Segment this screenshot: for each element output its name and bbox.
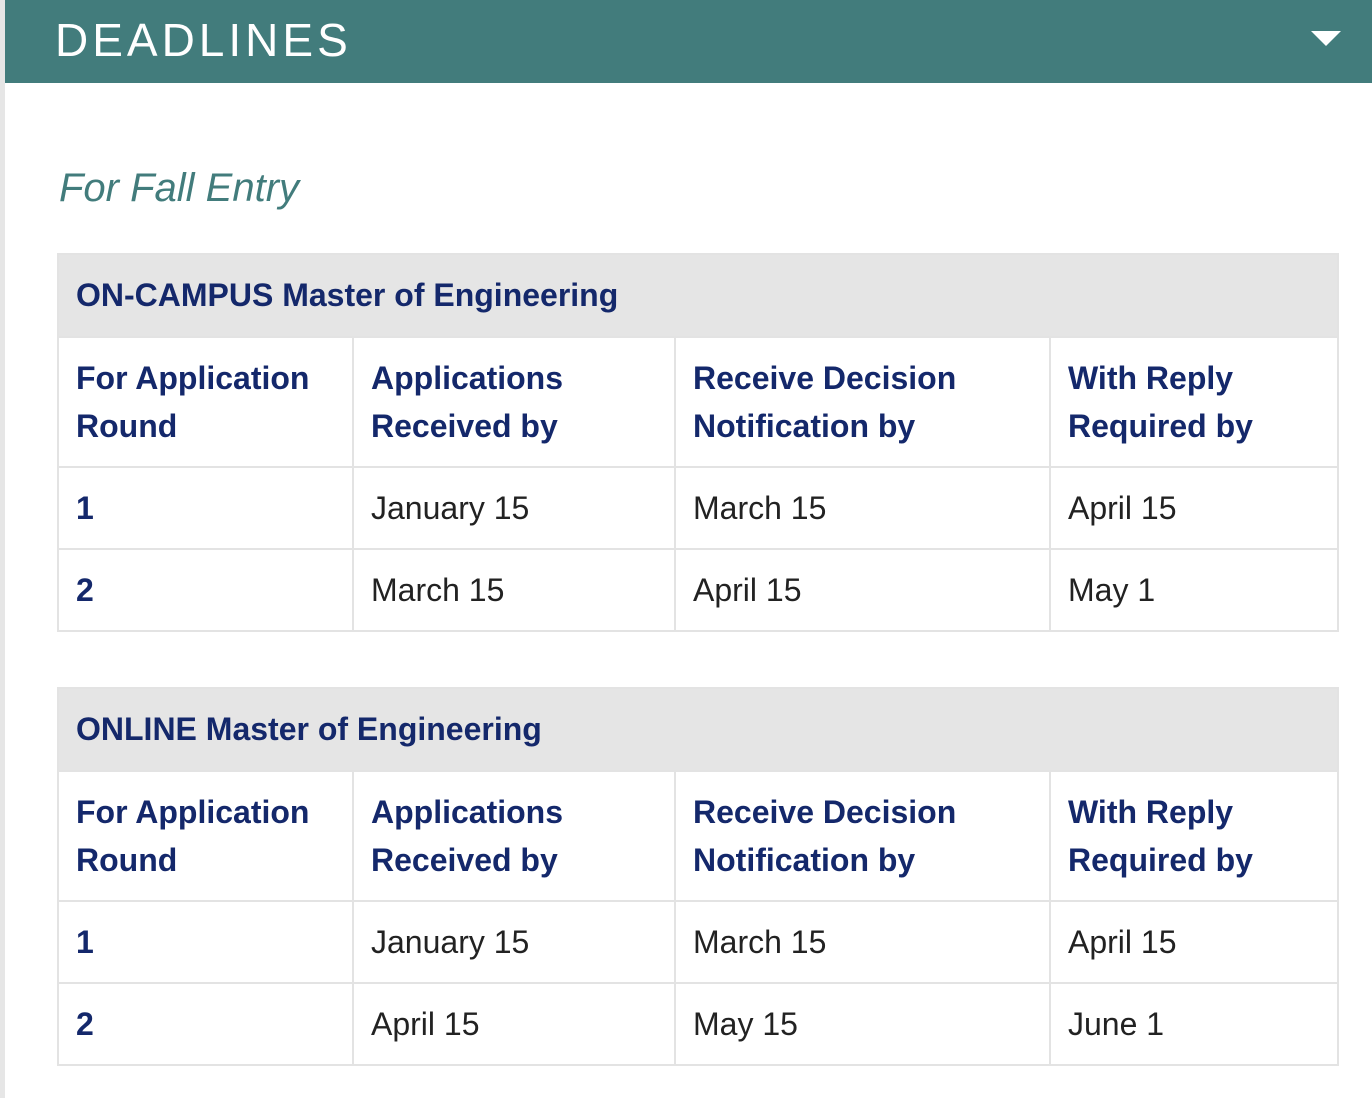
column-header-reply: With Reply Required by	[1050, 771, 1338, 901]
caret-down-icon[interactable]	[1311, 31, 1341, 46]
table-caption: ONLINE Master of Engineering	[58, 688, 1338, 771]
notification-date-cell: April 15	[675, 549, 1050, 631]
table-caption-row	[58, 254, 1338, 337]
reply-date-cell: April 15	[1050, 901, 1338, 983]
column-header-row	[58, 337, 1338, 467]
table-row	[58, 549, 1338, 631]
reply-date-cell: May 1	[1050, 549, 1338, 631]
accordion-title: DEADLINES	[55, 13, 352, 66]
column-header-round: For Application Round	[58, 337, 353, 467]
deadlines-accordion-header[interactable]	[5, 0, 1372, 83]
fall-entry-subheading: For Fall Entry	[59, 166, 300, 210]
column-header-row	[58, 771, 1338, 901]
column-header-round: For Application Round	[58, 771, 353, 901]
received-date-cell: April 15	[353, 983, 675, 1065]
table-row	[58, 983, 1338, 1065]
round-cell: 1	[58, 901, 353, 983]
table-caption-row	[58, 688, 1338, 771]
round-cell: 2	[58, 549, 353, 631]
column-header-received: Applications Received by	[353, 771, 675, 901]
column-header-reply: With Reply Required by	[1050, 337, 1338, 467]
table-row	[58, 467, 1338, 549]
notification-date-cell: March 15	[675, 901, 1050, 983]
notification-date-cell: May 15	[675, 983, 1050, 1065]
column-header-notification: Receive Decision Notification by	[675, 771, 1050, 901]
received-date-cell: March 15	[353, 549, 675, 631]
table-caption: ON-CAMPUS Master of Engineering	[58, 254, 1338, 337]
table-row	[58, 901, 1338, 983]
received-date-cell: January 15	[353, 901, 675, 983]
received-date-cell: January 15	[353, 467, 675, 549]
online-deadlines-table	[57, 687, 1339, 1066]
reply-date-cell: April 15	[1050, 467, 1338, 549]
column-header-received: Applications Received by	[353, 337, 675, 467]
column-header-notification: Receive Decision Notification by	[675, 337, 1050, 467]
round-cell: 2	[58, 983, 353, 1065]
notification-date-cell: March 15	[675, 467, 1050, 549]
on-campus-deadlines-table	[57, 253, 1339, 632]
reply-date-cell: June 1	[1050, 983, 1338, 1065]
round-cell: 1	[58, 467, 353, 549]
